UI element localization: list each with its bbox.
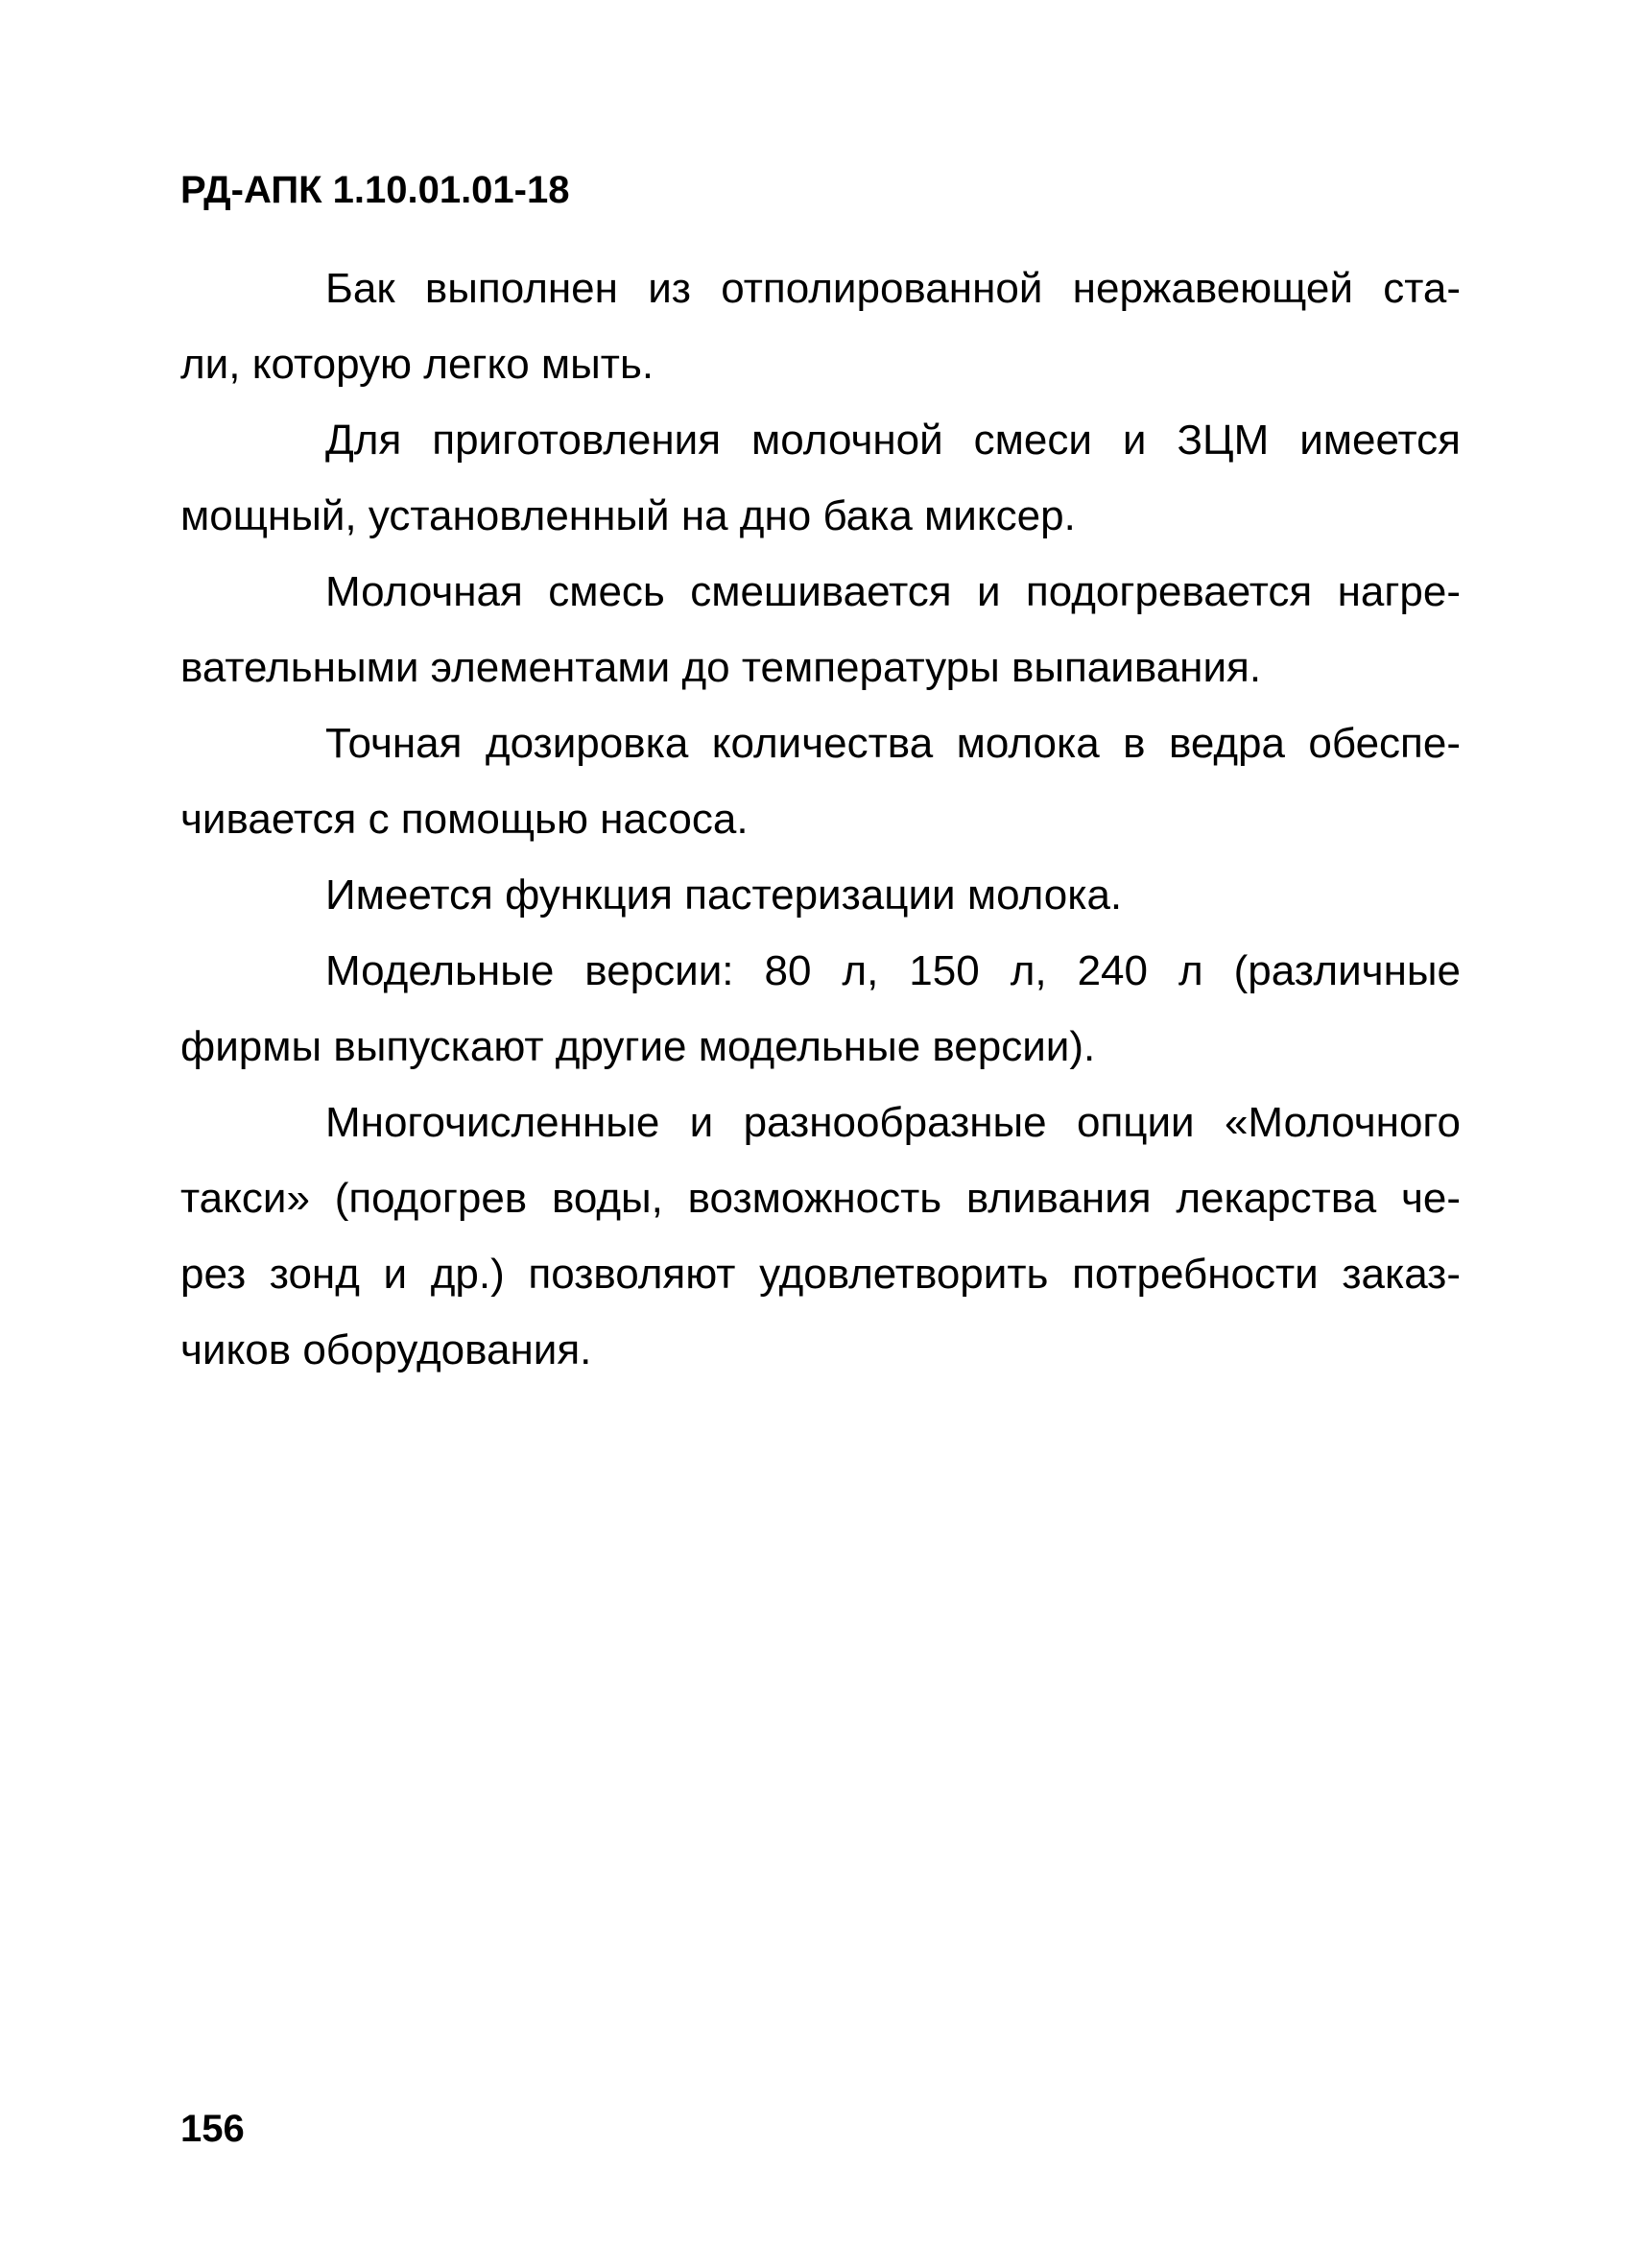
text-line: чиков оборудования. [180,1326,592,1373]
text-line: вательными элементами до температуры выпаивания. [180,644,1262,691]
text-line: Имеется функция пастеризации молока. [325,871,1123,919]
document-code-header: РД-АПК 1.10.01.01-18 [180,169,570,211]
text-line: мощный, установленный на дно бака миксер. [180,492,1076,539]
paragraph [180,402,1461,554]
text-line: такси» (подогрев воды, возможность вливания лекарства че- [180,1175,1461,1222]
paragraph [180,251,1461,402]
text-line: рез зонд и др.) позволяют удовлетворить потребности заказ- [180,1251,1461,1298]
text-line: фирмы выпускают другие модельные версии). [180,1023,1096,1070]
paragraph [180,1085,1461,1388]
body-text [180,251,1461,1388]
text-line: Бак выполнен из отполированной нержавеющей ста- [325,265,1461,312]
paragraph [180,705,1461,857]
text-line: Для приготовления молочной смеси и ЗЦМ имеется [325,417,1461,464]
text-line: Молочная смесь смешивается и подогревается нагре- [325,568,1461,615]
paragraph [180,933,1461,1085]
text-line: ли, которую легко мыть. [180,341,654,388]
text-line: чивается с помощью насоса. [180,796,749,843]
text-line: Многочисленные и разнообразные опции «Молочного [325,1099,1461,1146]
paragraph [180,554,1461,705]
page-number: 156 [180,2108,245,2150]
paragraph [180,857,1461,933]
text-line: Модельные версии: 80 л, 150 л, 240 л (различные [325,947,1461,994]
text-line: Точная дозировка количества молока в ведра обеспе- [325,720,1461,767]
